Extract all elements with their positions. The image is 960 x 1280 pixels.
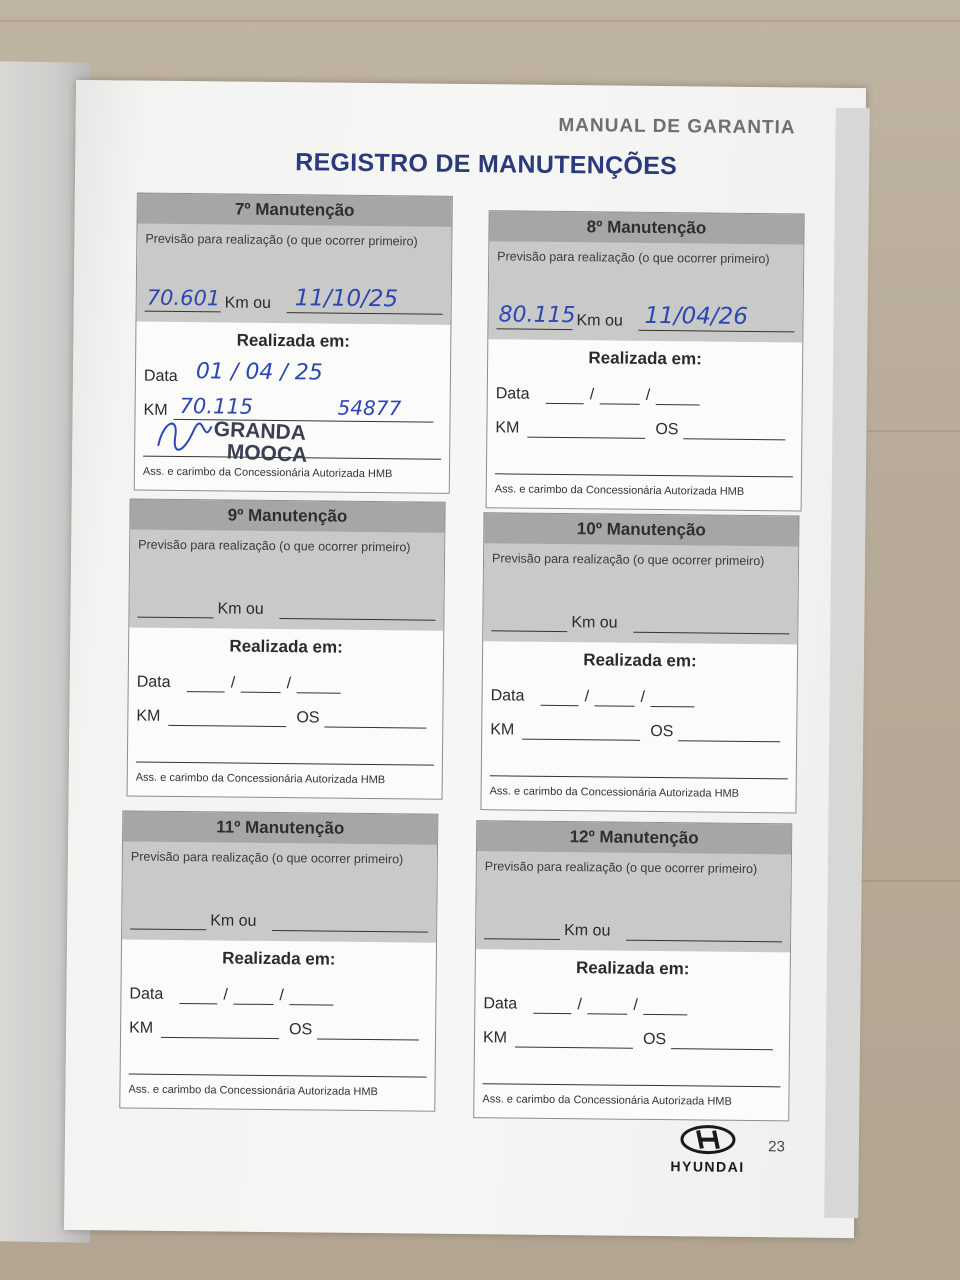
maintenance-card-7 <box>134 193 453 494</box>
handwritten-km: 80.115 <box>498 302 576 329</box>
prevision-label: Previsão para realização (o que ocorrer primeiro) <box>497 249 770 267</box>
km-or-row: Km ou <box>484 919 782 944</box>
prevision-label: Previsão para realização (o que ocorrer primeiro) <box>484 859 758 877</box>
km-os-row: KM OS <box>483 1027 781 1052</box>
data-row: Data / / <box>496 383 794 408</box>
handwritten-signature <box>153 416 213 457</box>
prevision-label: Previsão para realização (o que ocorrer primeiro) <box>130 849 404 867</box>
prevision-label: Previsão para realização (o que ocorrer primeiro) <box>491 551 765 569</box>
data-row: Data / / <box>483 993 781 1018</box>
footer-text: Ass. e carimbo da Concessionária Autorizada HMB <box>489 785 740 800</box>
brand-name: HYUNDAI <box>670 1158 745 1175</box>
maintenance-card-8 <box>486 210 805 511</box>
footer-text: Ass. e carimbo da Concessionária Autorizada HMB <box>128 1083 378 1099</box>
prevision-label: Previsão para realização (o que ocorrer primeiro) <box>138 537 411 555</box>
handwritten-km-done: 70.115 <box>179 393 254 419</box>
dealer-stamp: GRANDA MOOCA <box>213 417 308 467</box>
realizada-label: Realizada em: <box>229 636 343 657</box>
realizada-label: Realizada em: <box>588 348 702 369</box>
card-title: 11º Manutenção <box>123 811 437 844</box>
hyundai-emblem-icon <box>680 1124 736 1155</box>
card-title: 9º Manutenção <box>130 499 444 532</box>
page-title: REGISTRO DE MANUTENÇÕES <box>295 148 678 181</box>
realizada-label: Realizada em: <box>222 948 336 969</box>
km-or-row: Km ou <box>130 910 428 935</box>
km-os-row: KM 70.115 54877 <box>143 400 441 425</box>
maintenance-card-10 <box>480 512 799 813</box>
footer-text: Ass. e carimbo da Concessionária Autorizada HMB <box>482 1093 732 1108</box>
realizada-label: Realizada em: <box>575 958 690 979</box>
card-title: 12º Manutenção <box>477 821 791 854</box>
prevision-label: Previsão para realização (o que ocorrer primeiro) <box>145 231 418 249</box>
km-os-row: KM OS <box>136 706 434 731</box>
km-or-row: Km ou <box>137 598 435 623</box>
page-number: 23 <box>768 1138 785 1156</box>
realizada-label: Realizada em: <box>236 330 351 351</box>
km-or-row: Km ou 80.115 11/04/26 <box>496 309 794 334</box>
footer-text: Ass. e carimbo da Concessionária Autorizada HMB <box>494 483 745 498</box>
card-title: 7º Manutenção <box>138 194 452 227</box>
handwritten-date: 11/04/26 <box>644 302 749 330</box>
data-row: Data / / <box>490 685 788 710</box>
warranty-manual-page <box>64 80 866 1238</box>
page-side-strip <box>824 108 870 1218</box>
km-os-row: KM OS <box>495 417 793 442</box>
maintenance-card-12 <box>473 820 792 1121</box>
data-row: Data 01 / 04 / 25 <box>143 359 323 386</box>
handwritten-os: 54877 <box>337 395 402 421</box>
handwritten-date: 11/10/25 <box>294 285 399 313</box>
data-row: Data / / <box>129 984 427 1009</box>
card-title: 10º Manutenção <box>484 513 798 546</box>
section-header: MANUAL DE GARANTIA <box>558 114 796 139</box>
km-or-row: Km ou <box>491 611 789 636</box>
footer-text: Ass. e carimbo da Concessionária Autorizada HMB <box>142 465 393 481</box>
hyundai-logo <box>670 1124 745 1175</box>
km-or-row: Km ou 70.601 11/10/25 <box>145 292 443 317</box>
card-title: 8º Manutenção <box>489 211 803 244</box>
data-row: Data / / <box>137 672 435 697</box>
handwritten-km: 70.601 <box>146 285 221 311</box>
handwritten-data: 01 / 04 / 25 <box>195 359 323 386</box>
maintenance-card-11 <box>119 810 438 1111</box>
realizada-label: Realizada em: <box>583 650 697 671</box>
maintenance-card-9 <box>127 498 446 799</box>
footer-text: Ass. e carimbo da Concessionária Autorizada HMB <box>135 771 386 787</box>
km-os-row: KM OS <box>490 719 788 744</box>
km-os-row: KM OS <box>129 1018 427 1043</box>
